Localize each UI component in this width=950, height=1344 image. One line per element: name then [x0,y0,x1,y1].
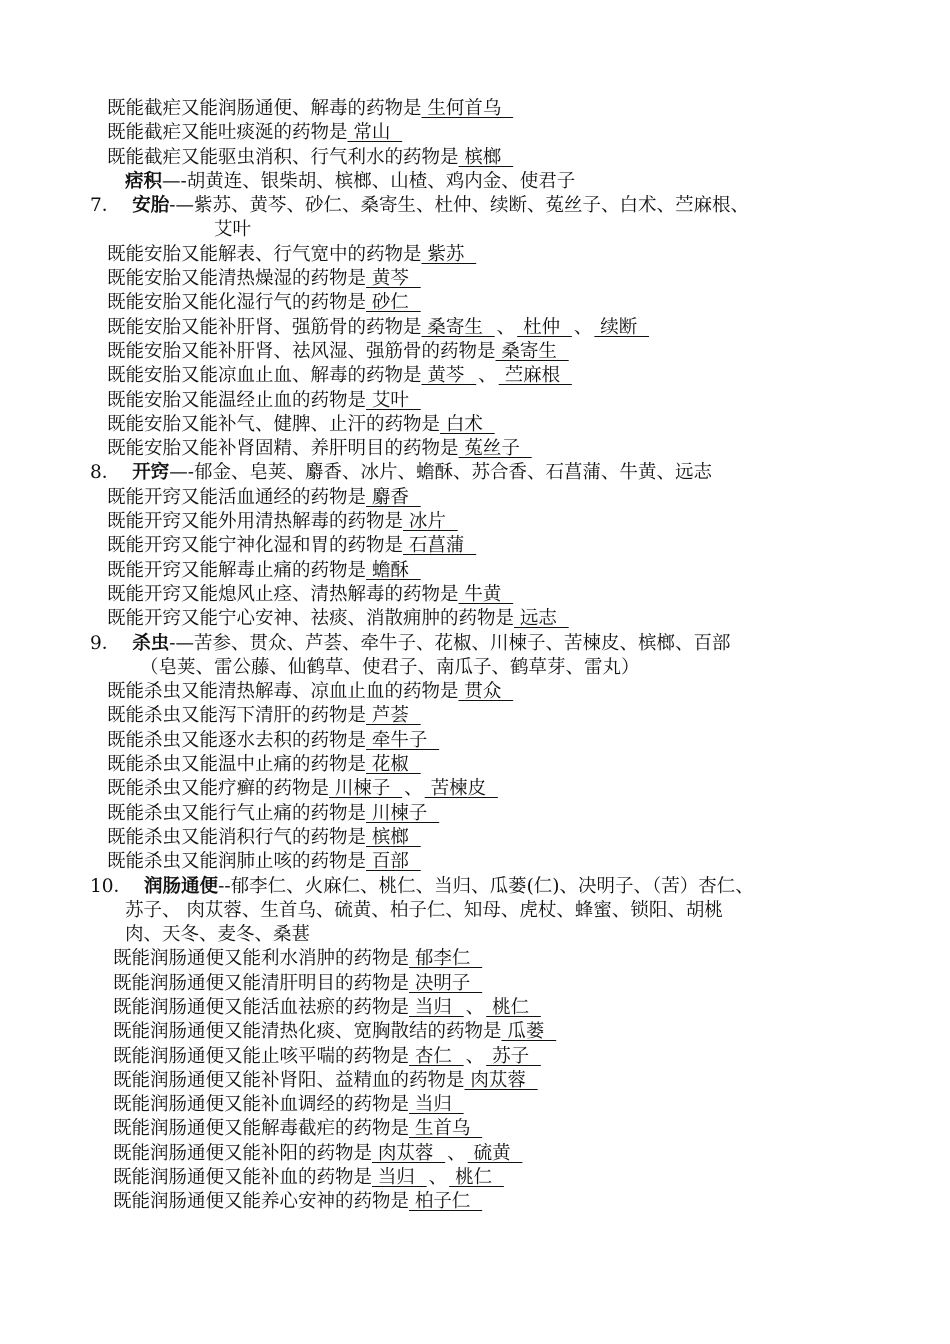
section-heading-kai-qiao: 8． 开窍—-郁金、皂荚、麝香、冰片、蟾酥、苏合香、石菖蒲、牛黄、远志 [90,462,713,484]
answer: 贯众 [458,681,514,703]
answer: 柏子仁 [409,1191,483,1213]
answer: 牵牛子 [366,729,440,751]
answer: 桃仁 [449,1167,504,1189]
answer: 槟榔 [458,146,514,168]
heading-list: —-胡黄连、银柴胡、槟榔、山楂、鸡内金、使君子 [162,170,576,192]
answer: 紫苏 [421,243,477,265]
answer: 麝香 [366,486,421,508]
question-line: 既能润肠通便又能清肝明目的药物是 决明子 [113,972,483,994]
answer: 川楝子 [366,802,440,824]
question-line: 既能开窍又能活血通经的药物是 麝香 [107,486,421,508]
question-line: 既能润肠通便又能清热化痰、宽胸散结的药物是 瓜蒌 [113,1021,557,1043]
answer: 黄芩 [421,365,477,387]
answer: 硫黄 [467,1142,523,1164]
answer: 菟丝子 [458,438,532,460]
answer: 桃仁 [486,996,541,1018]
question-line: 既能润肠通便又能补血的药物是 当归 、 桃仁 [113,1167,504,1189]
section-heading-pi-ji [0,170,950,194]
question-line: 既能润肠通便又能解毒截疟的药物是 生首乌 [113,1118,483,1140]
question-line: 既能截疟又能润肠通便、解毒的药物是 生何首乌 [107,98,514,119]
answer: 生首乌 [409,1118,483,1140]
answer: 生何首乌 [421,98,514,119]
heading-title: 痞积 [125,170,163,192]
question-line: 既能安胎又能化湿行气的药物是 砂仁 [107,292,421,314]
answer: 砂仁 [366,292,421,314]
question-line: 既能开窍又能宁神化湿和胃的药物是 石菖蒲 [107,535,477,557]
answer: 石菖蒲 [403,535,477,557]
document-body [0,97,950,1215]
answer: 决明子 [409,972,483,994]
answer: 当归 [409,1094,464,1116]
question-line: 既能安胎又能补肝肾、祛风湿、强筋骨的药物是 桑寄生 [107,340,569,362]
question-line: 既能开窍又能外用清热解毒的药物是 冰片 [107,511,458,533]
question-line: 既能润肠通便又能活血祛瘀的药物是 当归 、 桃仁 [113,996,541,1018]
heading-continuation: （皂荚、雷公藤、仙鹤草、使君子、南瓜子、鹤草芽、雷丸） [140,656,640,678]
answer: 川楝子 [329,778,403,800]
answer: 肉苁蓉 [372,1142,446,1164]
answer: 桑寄生 [495,340,569,362]
question-line: 既能开窍又能熄风止痉、清热解毒的药物是 牛黄 [107,583,514,605]
question-line: 既能安胎又能解表、行气宽中的药物是 紫苏 [107,243,477,265]
section-heading-run-chang-tong-bian: 10． 润肠通便--郁李仁、火麻仁、桃仁、当归、瓜蒌(仁)、决明子、（苦）杏仁、 [90,875,754,897]
question-line: 既能安胎又能清热燥湿的药物是 黄芩 [107,268,421,290]
question-line: 既能开窍又能宁心安神、祛痰、消散痈肿的药物是 远志 [107,608,569,630]
question-line: 既能润肠通便又能养心安神的药物是 柏子仁 [113,1191,483,1213]
answer: 花椒 [366,754,421,776]
answer: 艾叶 [366,389,421,411]
answer: 杏仁 [409,1045,464,1067]
question-line: 既能安胎又能补肾固精、养肝明目的药物是 菟丝子 [107,438,532,460]
heading-continuation: 苏子、 肉苁蓉、生首乌、硫黄、柏子仁、知母、虎杖、蜂蜜、锁阳、胡桃 [125,899,723,921]
question-line: 既能开窍又能解毒止痛的药物是 蟾酥 [107,559,421,581]
answer: 远志 [514,608,569,630]
question-line: 既能润肠通便又能止咳平喘的药物是 杏仁 、 苏子 [113,1045,541,1067]
question-line: 既能杀虫又能泻下清肝的药物是 芦荟 [107,705,421,727]
heading-continuation: 艾叶 [214,219,252,241]
answer: 苏子 [486,1045,541,1067]
question-line: 既能安胎又能凉血止血、解毒的药物是 黄芩 、 苎麻根 [107,365,572,387]
question-line: 既能杀虫又能逐水去积的药物是 牵牛子 [107,729,440,751]
question-line: 既能杀虫又能温中止痛的药物是 花椒 [107,754,421,776]
question-line: 既能安胎又能补气、健脾、止汗的药物是 白术 [107,413,495,435]
question-line: 既能杀虫又能行气止痛的药物是 川楝子 [107,802,440,824]
question-line: 既能安胎又能补肝肾、强筋骨的药物是 桑寄生 、 杜仲 、 续断 [107,316,650,338]
section-heading-sha-chong: 9． 杀虫-—苦参、贯众、芦荟、牵牛子、花椒、川楝子、苦楝皮、槟榔、百部 [90,632,731,654]
answer: 槟榔 [366,826,421,848]
question-line: 既能润肠通便又能补阳的药物是 肉苁蓉 、 硫黄 [113,1142,523,1164]
answer: 杜仲 [517,316,572,338]
answer: 蟾酥 [366,559,421,581]
question-line: 既能安胎又能温经止血的药物是 艾叶 [107,389,421,411]
question-line: 既能截疟又能驱虫消积、行气利水的药物是 槟榔 [107,146,514,168]
answer: 常山 [347,122,403,144]
question-line: 既能杀虫又能疗癣的药物是 川楝子 、 苦楝皮 [107,778,498,800]
section-heading-an-tai: 7． 安胎-—紫苏、黄芩、砂仁、桑寄生、杜仲、续断、菟丝子、白术、苎麻根、 [90,195,750,217]
answer: 芦荟 [366,705,421,727]
answer: 百部 [366,851,421,873]
heading-continuation: 肉、天冬、麦冬、桑葚 [125,924,311,946]
answer: 桑寄生 [421,316,495,338]
answer: 黄芩 [366,268,421,290]
answer: 当归 [409,996,464,1018]
question-line: 既能杀虫又能消积行气的药物是 槟榔 [107,826,421,848]
answer: 肉苁蓉 [464,1069,538,1091]
question-line: 既能润肠通便又能补肾阳、益精血的药物是 肉苁蓉 [113,1069,538,1091]
answer: 冰片 [403,511,458,533]
answer: 苦楝皮 [424,778,498,800]
question-line: 既能截疟又能吐痰涎的药物是 常山 [107,122,403,144]
answer: 当归 [372,1167,427,1189]
answer: 苎麻根 [498,365,572,387]
answer: 瓜蒌 [501,1021,557,1043]
question-line: 既能润肠通便又能补血调经的药物是 当归 [113,1094,464,1116]
answer: 郁李仁 [409,948,483,970]
answer: 白术 [440,413,495,435]
answer: 牛黄 [458,583,514,605]
answer: 续断 [594,316,650,338]
question-line: 既能杀虫又能润肺止咳的药物是 百部 [107,851,421,873]
question-line: 既能润肠通便又能利水消肿的药物是 郁李仁 [113,948,483,970]
question-line: 既能杀虫又能清热解毒、凉血止血的药物是 贯众 [107,681,514,703]
